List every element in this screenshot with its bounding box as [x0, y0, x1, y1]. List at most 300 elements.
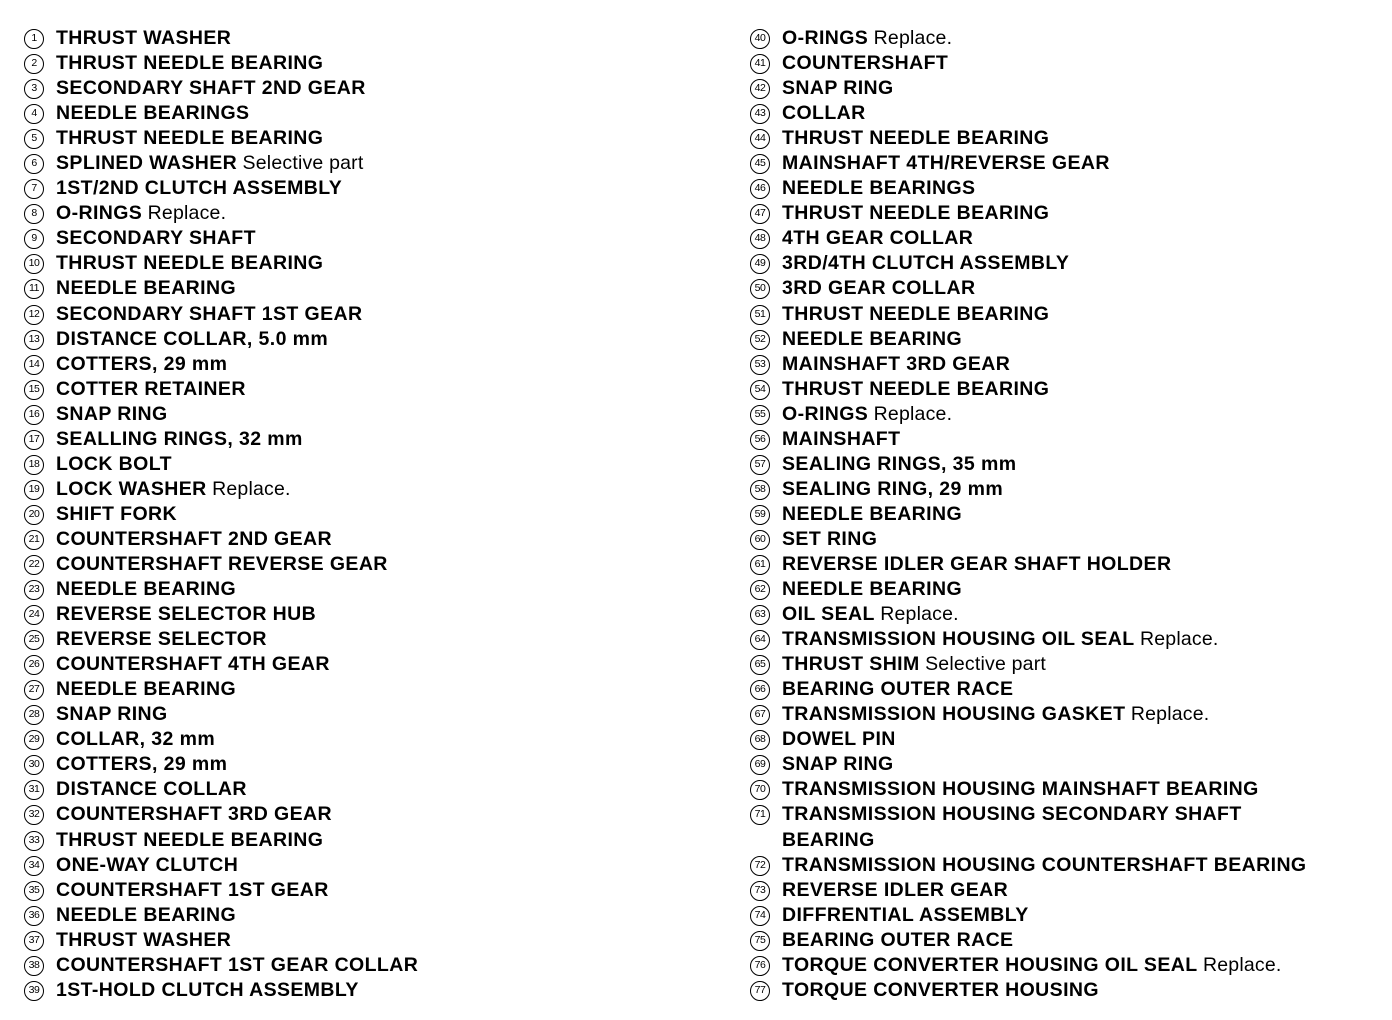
part-number-badge: 76	[750, 956, 770, 976]
part-text	[56, 953, 418, 978]
part-text	[782, 452, 1016, 477]
part-text	[782, 226, 973, 251]
part-item	[750, 377, 1380, 402]
part-number-badge: 9	[24, 229, 44, 249]
part-name: SEALING RING, 29 mm	[782, 477, 1004, 500]
part-text	[56, 427, 303, 452]
part-text	[56, 527, 332, 552]
part-item	[750, 51, 1380, 76]
part-name: MAINSHAFT	[782, 427, 901, 450]
part-note: Selective part	[242, 152, 364, 175]
part-text	[782, 752, 894, 777]
part-text	[782, 802, 1242, 827]
part-note: Replace.	[1202, 953, 1282, 976]
part-number-badge: 62	[750, 580, 770, 600]
part-item	[750, 777, 1380, 802]
part-name: REVERSE IDLER GEAR SHAFT HOLDER	[782, 552, 1172, 575]
part-item	[24, 602, 724, 627]
part-number-badge: 69	[750, 755, 770, 775]
part-name: DIFFRENTIAL ASSEMBLY	[782, 903, 1029, 926]
part-name: THRUST SHIM	[782, 653, 920, 676]
part-name: O-RINGS	[782, 27, 869, 49]
part-text	[56, 978, 359, 1003]
part-item	[750, 402, 1380, 427]
part-name: O-RINGS	[782, 402, 869, 425]
part-number-badge: 55	[750, 405, 770, 425]
part-number-badge: 42	[750, 79, 770, 99]
part-text	[782, 878, 1008, 903]
part-number-badge: 68	[750, 730, 770, 750]
part-text	[782, 928, 1013, 953]
part-number-badge: 13	[24, 330, 44, 350]
part-item	[750, 577, 1380, 602]
part-text	[56, 226, 256, 251]
part-name: REVERSE SELECTOR HUB	[56, 603, 317, 626]
part-number-badge: 75	[750, 931, 770, 951]
part-text	[56, 928, 231, 953]
part-text	[56, 327, 328, 352]
part-text	[56, 677, 236, 702]
part-item	[750, 702, 1380, 727]
part-text	[56, 402, 168, 427]
part-text	[56, 828, 323, 853]
part-item	[750, 126, 1380, 151]
part-text	[782, 76, 894, 101]
part-item	[24, 577, 724, 602]
part-number-badge: 46	[750, 179, 770, 199]
part-number-badge: 70	[750, 780, 770, 800]
part-text	[782, 502, 962, 527]
part-text	[782, 151, 1110, 176]
part-text	[56, 878, 329, 903]
part-item	[750, 452, 1380, 477]
part-text	[782, 702, 1209, 727]
part-item	[750, 903, 1380, 928]
part-item	[750, 953, 1380, 978]
part-item	[750, 853, 1380, 878]
part-number-badge: 3	[24, 79, 44, 99]
part-item	[750, 151, 1380, 176]
part-text	[782, 953, 1282, 978]
part-text	[56, 752, 227, 777]
part-number-badge: 12	[24, 305, 44, 325]
part-name: O-RINGS	[56, 202, 143, 225]
part-text	[56, 777, 247, 802]
part-text	[782, 402, 952, 427]
part-number-badge: 61	[750, 555, 770, 575]
part-text	[782, 352, 1010, 377]
part-item	[750, 527, 1380, 552]
part-number-badge: 11	[24, 279, 44, 299]
part-text	[56, 201, 226, 226]
part-number-badge: 32	[24, 805, 44, 825]
part-name-continuation: BEARING	[782, 828, 875, 851]
part-name: SNAP RING	[56, 402, 168, 425]
part-name: THRUST NEEDLE BEARING	[782, 202, 1050, 225]
part-name: DISTANCE COLLAR, 5.0 mm	[56, 327, 329, 350]
part-number-badge: 15	[24, 380, 44, 400]
part-note: Replace.	[147, 202, 227, 225]
part-item	[24, 51, 724, 76]
part-number-badge: 66	[750, 680, 770, 700]
part-item	[750, 427, 1380, 452]
part-number-badge: 47	[750, 204, 770, 224]
part-number-badge: 63	[750, 605, 770, 625]
part-item	[24, 377, 724, 402]
part-name: THRUST NEEDLE BEARING	[56, 127, 324, 150]
part-name: DISTANCE COLLAR	[56, 778, 247, 801]
part-number-badge: 60	[750, 530, 770, 550]
part-item	[24, 903, 724, 928]
part-item-continuation	[750, 828, 1380, 853]
part-text	[782, 251, 1069, 276]
part-name: NEEDLE BEARING	[782, 578, 963, 601]
part-item	[750, 352, 1380, 377]
part-name: TORQUE CONVERTER HOUSING OIL SEAL	[782, 953, 1198, 976]
part-text	[782, 627, 1219, 652]
part-number-badge: 71	[750, 805, 770, 825]
parts-list-left-column	[24, 26, 724, 1003]
part-item	[24, 727, 724, 752]
part-number-badge: 37	[24, 931, 44, 951]
part-name: SHIFT FORK	[56, 502, 177, 525]
part-text	[782, 176, 975, 201]
part-name: SET RING	[782, 527, 878, 550]
part-number-badge: 48	[750, 229, 770, 249]
part-item	[24, 677, 724, 702]
part-item	[750, 251, 1380, 276]
part-item	[24, 752, 724, 777]
part-number-badge: 29	[24, 730, 44, 750]
part-item	[24, 26, 724, 51]
part-text	[782, 727, 896, 752]
part-item	[750, 727, 1380, 752]
part-item	[24, 226, 724, 251]
part-item	[750, 477, 1380, 502]
part-item	[24, 402, 724, 427]
part-item	[750, 652, 1380, 677]
part-text	[782, 577, 962, 602]
part-text	[56, 802, 332, 827]
part-item	[750, 878, 1380, 903]
part-number-badge: 26	[24, 655, 44, 675]
part-item	[24, 552, 724, 577]
part-name: COUNTERSHAFT 2ND GEAR	[56, 527, 332, 550]
part-name: SEALLING RINGS, 32 mm	[56, 427, 303, 450]
part-number-badge: 24	[24, 605, 44, 625]
part-item	[24, 978, 724, 1003]
part-number-badge: 39	[24, 981, 44, 1001]
part-item	[24, 327, 724, 352]
part-note: Replace.	[1130, 703, 1210, 726]
part-number-badge: 36	[24, 906, 44, 926]
part-text	[56, 276, 236, 301]
part-name: COUNTERSHAFT 1ST GEAR	[56, 878, 329, 901]
part-name: COUNTERSHAFT REVERSE GEAR	[56, 552, 388, 575]
part-name: COUNTERSHAFT	[782, 52, 949, 75]
part-item	[24, 76, 724, 101]
part-item	[24, 652, 724, 677]
part-number-badge: 67	[750, 705, 770, 725]
part-number-badge: 52	[750, 330, 770, 350]
part-number-badge: 28	[24, 705, 44, 725]
part-item	[750, 928, 1380, 953]
part-item	[24, 853, 724, 878]
part-number-badge: 21	[24, 530, 44, 550]
part-text	[782, 51, 948, 76]
part-text	[782, 853, 1307, 878]
part-number-badge: 34	[24, 856, 44, 876]
part-name: NEEDLE BEARINGS	[782, 177, 976, 200]
part-name: REVERSE IDLER GEAR	[782, 878, 1009, 901]
part-text	[56, 126, 323, 151]
parts-list-right-column	[750, 26, 1380, 1003]
part-item	[750, 327, 1380, 352]
part-text	[782, 201, 1049, 226]
part-text	[782, 427, 900, 452]
part-item	[750, 752, 1380, 777]
part-text	[56, 51, 323, 76]
part-item	[24, 251, 724, 276]
part-number-badge: 17	[24, 430, 44, 450]
part-text	[782, 302, 1049, 327]
part-item	[24, 777, 724, 802]
part-name: THRUST NEEDLE BEARING	[782, 302, 1050, 325]
part-number-badge: 19	[24, 480, 44, 500]
part-number-badge: 10	[24, 254, 44, 274]
part-name: COTTERS, 29 mm	[56, 753, 228, 776]
part-text	[782, 276, 975, 301]
part-item	[750, 978, 1380, 1003]
part-item	[750, 502, 1380, 527]
part-item	[24, 502, 724, 527]
part-item	[750, 26, 1380, 51]
part-name: DOWEL PIN	[782, 728, 896, 751]
part-name: 4TH GEAR COLLAR	[782, 227, 974, 250]
part-note: Replace.	[873, 27, 953, 49]
part-number-badge: 50	[750, 279, 770, 299]
part-name: THRUST NEEDLE BEARING	[56, 828, 324, 851]
part-text	[56, 352, 227, 377]
part-name: SECONDARY SHAFT	[56, 227, 256, 250]
part-item	[750, 627, 1380, 652]
part-item	[24, 477, 724, 502]
part-number-badge: 6	[24, 154, 44, 174]
part-number-badge: 72	[750, 856, 770, 876]
part-number-badge: 58	[750, 480, 770, 500]
part-text	[56, 176, 342, 201]
part-item	[24, 802, 724, 827]
part-name: COLLAR, 32 mm	[56, 728, 216, 751]
part-text	[56, 652, 330, 677]
part-item	[24, 427, 724, 452]
part-item	[24, 101, 724, 126]
part-number-badge: 77	[750, 981, 770, 1001]
part-text	[56, 602, 316, 627]
part-name: SNAP RING	[782, 753, 894, 776]
part-item	[24, 928, 724, 953]
part-name: SNAP RING	[56, 703, 168, 726]
part-item	[750, 602, 1380, 627]
part-text	[56, 151, 364, 176]
part-number-badge: 20	[24, 505, 44, 525]
part-text	[782, 477, 1003, 502]
part-name: 1ST-HOLD CLUTCH ASSEMBLY	[56, 978, 359, 1001]
part-text	[56, 302, 362, 327]
part-name: ONE-WAY CLUTCH	[56, 853, 239, 876]
part-number-badge: 31	[24, 780, 44, 800]
part-text	[56, 903, 236, 928]
part-number-badge: 33	[24, 831, 44, 851]
part-name: BEARING OUTER RACE	[782, 928, 1014, 951]
part-name: TORQUE CONVERTER HOUSING	[782, 978, 1099, 1001]
part-name: MAINSHAFT 4TH/REVERSE GEAR	[782, 152, 1110, 175]
part-name: COUNTERSHAFT 3RD GEAR	[56, 803, 332, 826]
part-name: THRUST NEEDLE BEARING	[56, 52, 324, 75]
part-text	[782, 552, 1171, 577]
part-note: Replace.	[880, 603, 959, 626]
part-name: SECONDARY SHAFT 2ND GEAR	[56, 77, 366, 100]
part-name: NEEDLE BEARING	[56, 678, 237, 701]
part-name: COTTERS, 29 mm	[56, 352, 228, 375]
part-item	[750, 201, 1380, 226]
part-item	[750, 677, 1380, 702]
part-text	[782, 677, 1013, 702]
part-name: NEEDLE BEARING	[56, 277, 237, 300]
part-name: THRUST NEEDLE BEARING	[782, 127, 1050, 150]
part-text	[782, 26, 952, 51]
part-number-badge: 64	[750, 630, 770, 650]
part-number-badge: 27	[24, 680, 44, 700]
part-text	[56, 452, 172, 477]
part-number-badge: 22	[24, 555, 44, 575]
part-item	[24, 627, 724, 652]
part-text	[56, 853, 238, 878]
part-number-badge: 38	[24, 956, 44, 976]
part-number-badge: 56	[750, 430, 770, 450]
part-name: COTTER RETAINER	[56, 377, 246, 400]
part-text	[56, 702, 168, 727]
part-text	[782, 777, 1259, 802]
part-item	[750, 276, 1380, 301]
part-number-badge: 57	[750, 455, 770, 475]
part-name: TRANSMISSION HOUSING GASKET	[782, 703, 1126, 726]
part-item	[750, 176, 1380, 201]
part-text	[782, 652, 1046, 677]
part-name: SEALING RINGS, 35 mm	[782, 452, 1017, 475]
part-name: THRUST WASHER	[56, 27, 232, 49]
part-number-badge: 5	[24, 129, 44, 149]
part-item	[24, 276, 724, 301]
part-text	[56, 552, 388, 577]
part-name: MAINSHAFT 3RD GEAR	[782, 352, 1011, 375]
part-text	[56, 477, 291, 502]
part-text	[56, 502, 177, 527]
part-name: COUNTERSHAFT 4TH GEAR	[56, 653, 330, 676]
part-number-badge: 45	[750, 154, 770, 174]
part-item	[750, 226, 1380, 251]
part-number-badge: 54	[750, 380, 770, 400]
part-name: NEEDLE BEARINGS	[56, 102, 250, 125]
part-number-badge: 53	[750, 355, 770, 375]
part-text	[56, 627, 267, 652]
part-name: 3RD/4TH CLUTCH ASSEMBLY	[782, 252, 1070, 275]
part-item	[750, 552, 1380, 577]
part-name: COUNTERSHAFT 1ST GEAR COLLAR	[56, 953, 419, 976]
part-text	[782, 126, 1049, 151]
part-text	[56, 727, 215, 752]
part-number-badge: 2	[24, 54, 44, 74]
part-number-badge: 51	[750, 305, 770, 325]
part-item	[24, 126, 724, 151]
part-text	[782, 101, 866, 126]
part-item	[24, 176, 724, 201]
part-name: TRANSMISSION HOUSING OIL SEAL	[782, 628, 1135, 651]
part-number-badge: 40	[750, 29, 770, 49]
part-item	[750, 101, 1380, 126]
part-name: 3RD GEAR COLLAR	[782, 277, 976, 300]
part-item	[24, 201, 724, 226]
part-number-badge: 73	[750, 881, 770, 901]
part-number-badge: 65	[750, 655, 770, 675]
part-text	[782, 903, 1029, 928]
part-item	[24, 527, 724, 552]
part-number-badge: 49	[750, 254, 770, 274]
part-name: NEEDLE BEARING	[782, 502, 963, 525]
part-name: OIL SEAL	[782, 603, 875, 626]
part-number-badge: 16	[24, 405, 44, 425]
part-name: NEEDLE BEARING	[56, 578, 237, 601]
part-text	[56, 577, 236, 602]
part-item	[24, 702, 724, 727]
part-name: LOCK BOLT	[56, 452, 172, 475]
part-name: THRUST NEEDLE BEARING	[56, 252, 324, 275]
part-item	[24, 151, 724, 176]
part-name: THRUST NEEDLE BEARING	[782, 377, 1050, 400]
part-item	[24, 953, 724, 978]
part-text	[56, 377, 246, 402]
part-number-badge: 23	[24, 580, 44, 600]
part-number-badge: 4	[24, 104, 44, 124]
part-number-badge: 7	[24, 179, 44, 199]
part-text	[56, 26, 231, 51]
part-name: 1ST/2ND CLUTCH ASSEMBLY	[56, 177, 343, 200]
part-text	[782, 602, 959, 627]
part-name: SECONDARY SHAFT 1ST GEAR	[56, 302, 363, 325]
part-item	[24, 878, 724, 903]
part-note: Replace.	[873, 402, 953, 425]
part-text	[782, 377, 1049, 402]
part-name: THRUST WASHER	[56, 928, 232, 951]
part-text	[782, 527, 877, 552]
part-text	[56, 101, 249, 126]
part-number-badge: 25	[24, 630, 44, 650]
part-item	[24, 352, 724, 377]
part-item	[24, 452, 724, 477]
part-name: LOCK WASHER	[56, 477, 207, 500]
part-number-badge: 35	[24, 881, 44, 901]
part-note: Replace.	[1139, 628, 1219, 651]
part-text	[782, 978, 1099, 1003]
part-item	[24, 302, 724, 327]
part-name: SPLINED WASHER	[56, 152, 238, 175]
part-number-badge: 41	[750, 54, 770, 74]
part-number-badge: 18	[24, 455, 44, 475]
part-name: TRANSMISSION HOUSING SECONDARY SHAFT	[782, 803, 1242, 826]
part-number-badge: 8	[24, 204, 44, 224]
part-name: REVERSE SELECTOR	[56, 628, 267, 651]
part-note: Selective part	[925, 653, 1047, 676]
